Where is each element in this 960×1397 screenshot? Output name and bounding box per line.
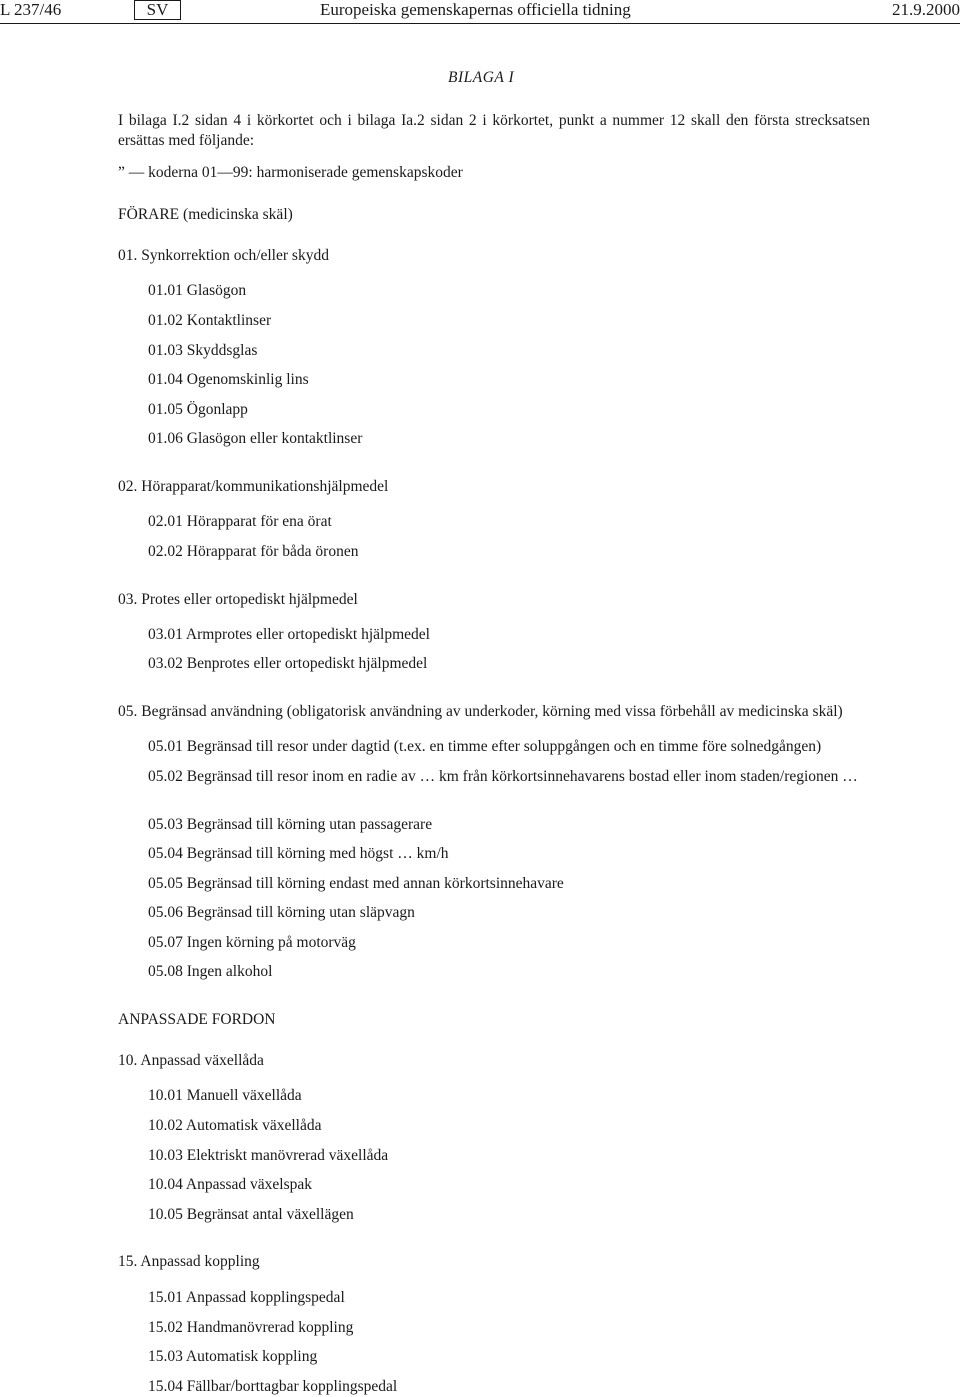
list-item: 02.01 Hörapparat för ena örat xyxy=(148,513,332,530)
list-item: 05.02 Begränsad till resor inom en radie av … km från körkortsinnehavarens bostad eller inom staden/regionen … xyxy=(148,768,858,785)
section-heading-driver: FÖRARE (medicinska skäl) xyxy=(118,206,293,223)
group-heading-05: 05. Begränsad användning (obligatorisk användning av underkoder, körning med vissa förbehåll av medicinska skäl) xyxy=(118,703,843,720)
list-item: 01.06 Glasögon eller kontaktlinser xyxy=(148,430,363,447)
list-item: 10.04 Anpassad växelspak xyxy=(148,1176,313,1193)
list-item: 05.05 Begränsad till körning endast med annan körkortsinnehavare xyxy=(148,875,564,892)
list-item: 15.02 Handmanövrerad koppling xyxy=(148,1319,354,1336)
list-item: 10.05 Begränsat antal växellägen xyxy=(148,1206,354,1223)
journal-header xyxy=(0,0,960,24)
list-item: 01.04 Ogenomskinlig lins xyxy=(148,371,309,388)
list-item: 01.03 Skyddsglas xyxy=(148,342,258,359)
list-item: 05.07 Ingen körning på motorväg xyxy=(148,934,356,951)
group-heading-10: 10. Anpassad växellåda xyxy=(118,1052,264,1069)
group-heading-02: 02. Hörapparat/kommunikationshjälpmedel xyxy=(118,478,389,495)
list-item: 03.02 Benprotes eller ortopediskt hjälpmedel xyxy=(148,655,428,672)
group-heading-03: 03. Protes eller ortopediskt hjälpmedel xyxy=(118,591,358,608)
list-item: 01.05 Ögonlapp xyxy=(148,401,248,418)
page-reference: L 237/46 xyxy=(0,0,62,19)
group-heading-01: 01. Synkorrektion och/eller skydd xyxy=(118,247,329,264)
group-heading-15: 15. Anpassad koppling xyxy=(118,1253,260,1270)
list-item: 10.01 Manuell växellåda xyxy=(148,1087,302,1104)
dash-item: ” — koderna 01—99: harmoniserade gemenskapskoder xyxy=(118,164,463,181)
list-item: 02.02 Hörapparat för båda öronen xyxy=(148,543,359,560)
publication-date: 21.9.2000 xyxy=(892,0,960,19)
list-item: 05.04 Begränsad till körning med högst … km/h xyxy=(148,845,449,862)
header-rule xyxy=(0,23,960,24)
list-item: 05.08 Ingen alkohol xyxy=(148,963,273,980)
list-item: 01.01 Glasögon xyxy=(148,282,247,299)
list-item: 15.03 Automatisk koppling xyxy=(148,1348,318,1365)
list-item: 10.03 Elektriskt manövrerad växellåda xyxy=(148,1147,389,1164)
list-item: 05.03 Begränsad till körning utan passagerare xyxy=(148,816,433,833)
journal-title: Europeiska gemenskapernas officiella tidning xyxy=(320,0,631,19)
list-item: 15.04 Fällbar/borttagbar kopplingspedal xyxy=(148,1378,398,1395)
list-item: 03.01 Armprotes eller ortopediskt hjälpmedel xyxy=(148,626,430,643)
intro-paragraph: I bilaga I.2 sidan 4 i körkortet och i bilaga Ia.2 sidan 2 i körkortet, punkt a nummer 12 skall den första strecksatsen ersättas med följande: xyxy=(118,112,870,149)
list-item: 01.02 Kontaktlinser xyxy=(148,312,272,329)
section-heading-vehicles: ANPASSADE FORDON xyxy=(118,1011,276,1028)
list-item: 05.06 Begränsad till körning utan släpvagn xyxy=(148,904,415,921)
language-box: SV xyxy=(134,0,181,20)
list-item: 10.02 Automatisk växellåda xyxy=(148,1117,322,1134)
list-item: 05.01 Begränsad till resor under dagtid (t.ex. en timme efter soluppgången och en timme före solnedgången) xyxy=(148,738,822,755)
annex-title: BILAGA I xyxy=(448,69,515,86)
list-item: 15.01 Anpassad kopplingspedal xyxy=(148,1289,345,1306)
